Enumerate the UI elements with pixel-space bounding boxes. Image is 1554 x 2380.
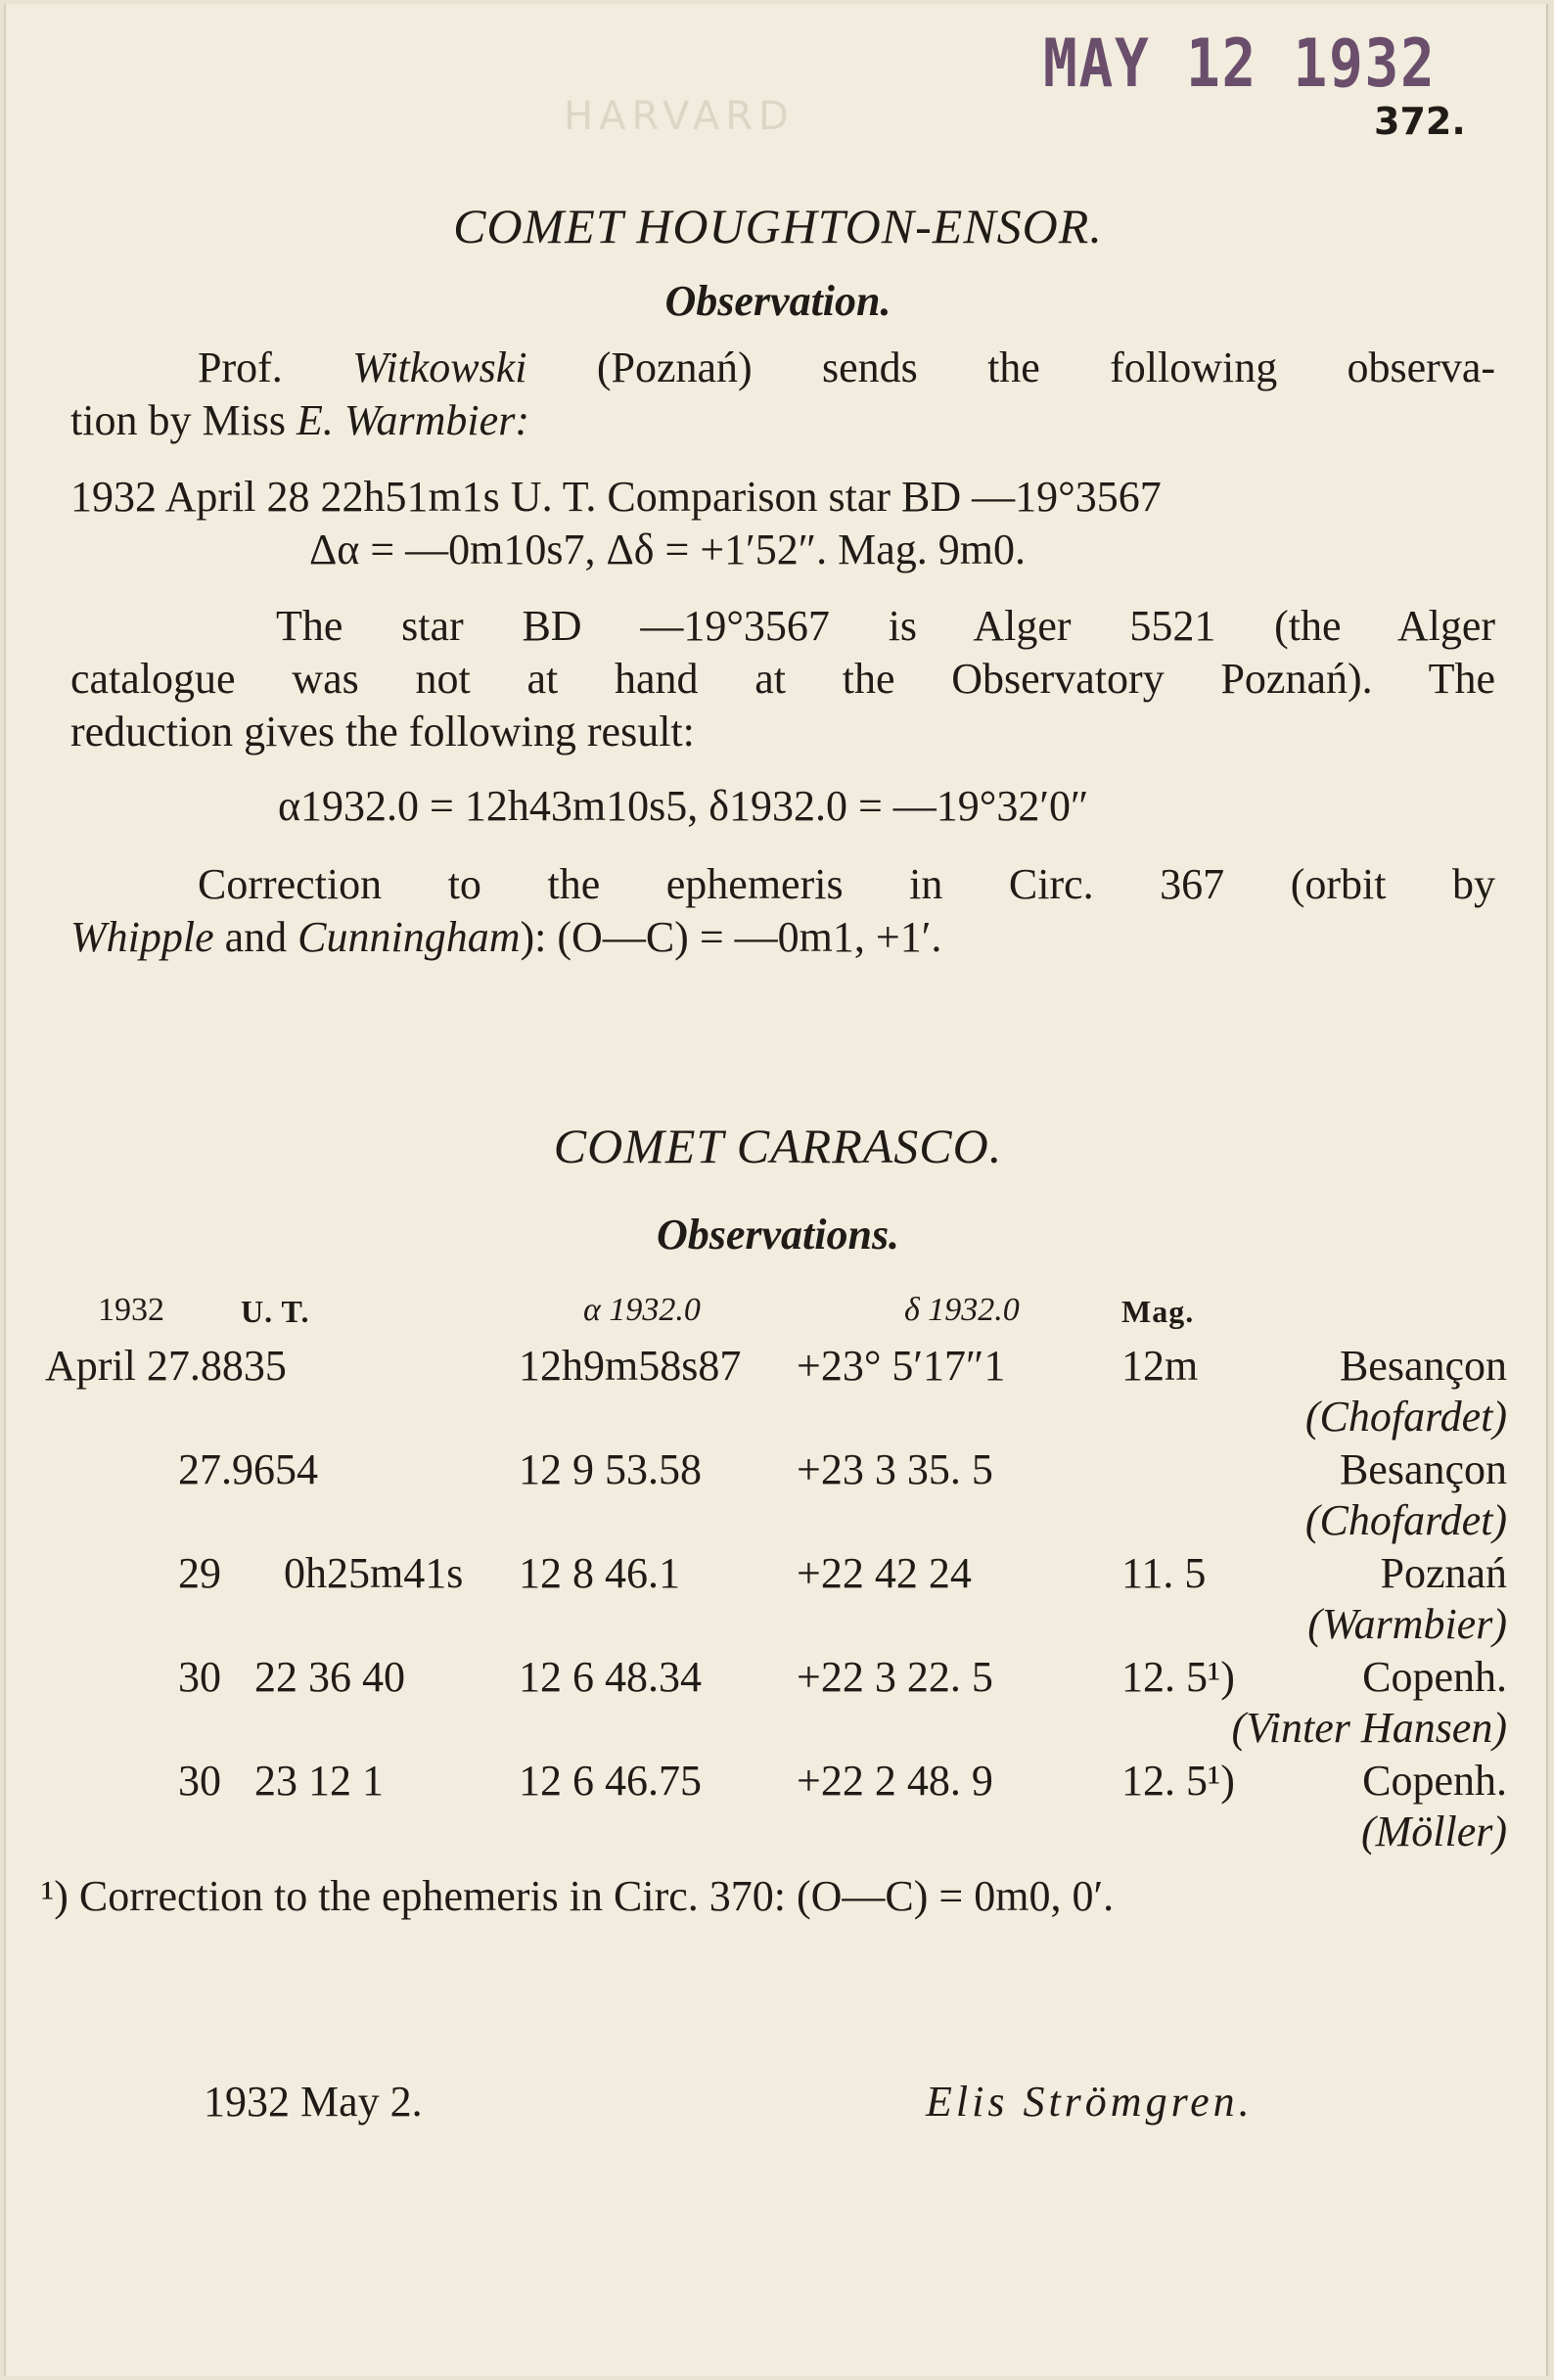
header-alpha: α 1932.0: [583, 1292, 701, 1328]
para2-line1: The star BD —19°3567 is Alger 5521 (the Alger: [276, 602, 1495, 650]
row1-observer: (Chofardet): [1304, 1393, 1507, 1441]
row1-alpha: 12h9m58s87: [519, 1342, 742, 1390]
row3-place: Poznań: [1380, 1549, 1507, 1597]
observer-warmbier: E. Warmbier:: [297, 396, 529, 444]
intro-line1: Prof. Witkowski (Poznań) sends the following observa-: [198, 343, 1496, 391]
row1-date: April 27.8835: [45, 1342, 287, 1390]
row4-delta: +22 3 22. 5: [797, 1653, 993, 1701]
row3-ut: 0h25m41s: [284, 1549, 464, 1597]
row2-delta: +23 3 35. 5: [797, 1445, 993, 1493]
row4-date: 30: [178, 1653, 221, 1701]
header-year: 1932: [98, 1292, 164, 1328]
row1-delta: +23° 5′17″1: [797, 1342, 1006, 1390]
comet2-subtitle: Observations.: [656, 1211, 900, 1259]
row1-mag: 12m: [1121, 1342, 1199, 1390]
result-line: α1932.0 = 12h43m10s5, δ1932.0 = —19°32′0″: [278, 782, 1089, 830]
row4-place: Copenh.: [1362, 1653, 1507, 1701]
row4-ut: 22 36 40: [254, 1653, 405, 1701]
row5-date: 30: [178, 1757, 221, 1805]
row5-ut: 23 12 1: [254, 1757, 384, 1805]
row3-observer: (Warmbier): [1307, 1600, 1507, 1648]
circular-card: [4, 4, 1548, 2376]
comet1-subtitle: Observation.: [664, 277, 891, 325]
row2-place: Besançon: [1339, 1445, 1507, 1493]
row3-alpha: 12 8 46.1: [519, 1549, 680, 1597]
para2-line2: catalogue was not at hand at the Observatory Poznań). The: [70, 655, 1495, 703]
row4-alpha: 12 6 48.34: [519, 1653, 702, 1701]
row3-delta: +22 42 24: [797, 1549, 972, 1597]
row2-observer: (Chofardet): [1304, 1496, 1507, 1544]
observation-line2: Δα = —0m10s7, Δδ = +1′52″. Mag. 9m0.: [309, 526, 1026, 573]
comet2-title: COMET CARRASCO.: [553, 1119, 1003, 1173]
row3-mag: 11. 5: [1121, 1549, 1207, 1597]
signature: Elis Strömgren.: [926, 2078, 1254, 2126]
row4-observer: (Vinter Hansen): [1231, 1704, 1507, 1752]
observation-line1: 1932 April 28 22h51m1s U. T. Comparison star BD —19°3567: [70, 473, 1162, 521]
row1-place: Besançon: [1339, 1342, 1507, 1390]
correction-line2: Whipple and Cunningham): (O—C) = —0m1, +1′.: [70, 913, 942, 961]
row2-date: 27.9654: [178, 1445, 318, 1493]
row4-mag: 12. 5¹): [1121, 1653, 1235, 1701]
footer-date: 1932 May 2.: [204, 2078, 423, 2126]
row5-alpha: 12 6 46.75: [519, 1757, 702, 1805]
para2-line3: reduction gives the following result:: [70, 708, 695, 755]
header-ut: U. T.: [241, 1294, 310, 1329]
row5-mag: 12. 5¹): [1121, 1757, 1235, 1805]
row5-observer: (Möller): [1360, 1808, 1507, 1855]
row2-alpha: 12 9 53.58: [519, 1445, 702, 1493]
observer-witkowski: Witkowski: [352, 343, 527, 391]
circular-number: 372.: [1374, 100, 1466, 143]
row5-place: Copenh.: [1362, 1757, 1507, 1805]
comet1-title: COMET HOUGHTON-ENSOR.: [453, 199, 1103, 253]
correction-line1: Correction to the ephemeris in Circ. 367 (orbit by: [198, 860, 1495, 908]
faint-stamp: HARVARD: [564, 94, 795, 139]
footnote: ¹) Correction to the ephemeris in Circ. 370: (O—C) = 0m0, 0′.: [41, 1872, 1115, 1920]
header-mag: Mag.: [1121, 1294, 1195, 1329]
row5-delta: +22 2 48. 9: [797, 1757, 993, 1805]
header-delta: δ 1932.0: [904, 1292, 1020, 1328]
row3-date: 29: [178, 1549, 221, 1597]
date-stamp: MAY 12 1932: [1043, 25, 1437, 103]
intro-line2: tion by Miss E. Warmbier:: [70, 396, 529, 444]
